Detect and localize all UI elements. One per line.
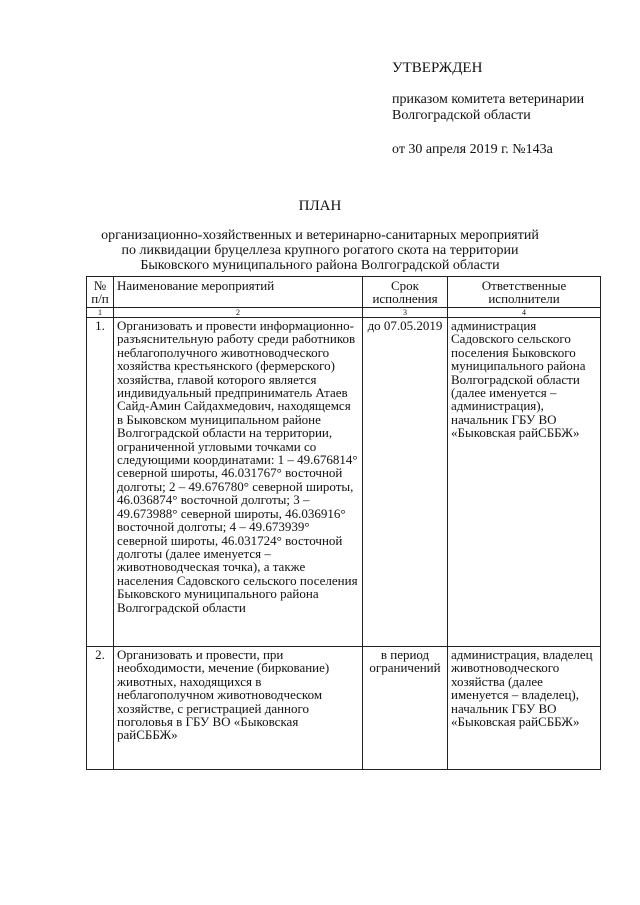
- subtitle-line: по ликвидации бруцеллеза крупного рогатого скота на территории: [121, 243, 519, 258]
- column-number: 1: [87, 308, 114, 318]
- row-num: 2.: [87, 647, 114, 770]
- plan-table: [86, 276, 601, 770]
- row-deadline: до 07.05.2019: [363, 318, 448, 647]
- table-row: [87, 647, 601, 770]
- column-number-row: [87, 308, 601, 318]
- column-number: 3: [363, 308, 448, 318]
- header-responsible: Ответственные исполнители: [448, 277, 601, 308]
- row-name: Организовать и провести информационно-разъяснительную работу среди работников неблагополучного животноводческого хозяйства крестьянского (фермерского) хозяйства, главой которого является индивидуальный предприниматель Атаев Сайд-Амин Сайдахмедович, находящемся в Быковском муниципальном районе Волгоградской области на территории, ограниченной угловыми точками со следующими координатами: 1 – 49.676814° северной широты, 46.031767° восточной долготы; 2 – 49.676780° северной широты, 46.036874° восточной долготы; 3 – 49.673988° северной широты, 46.036916° восточной долготы; 4 – 49.673939° северной широты, 46.031724° восточной долготы (далее именуется – животноводческая точка), а также населения Садовского сельского поселения Быковского муниципального района Волгоградской области: [114, 318, 363, 647]
- header-num: № п/п: [87, 277, 114, 308]
- row-num: 1.: [87, 318, 114, 647]
- approval-region-line: Волгоградской области: [392, 108, 531, 123]
- approval-order-line: приказом комитета ветеринарии: [392, 92, 585, 107]
- plan-title: ПЛАН: [298, 198, 342, 214]
- plan-subtitle: [80, 228, 560, 273]
- header-deadline: Срок исполнения: [363, 277, 448, 308]
- row-deadline: в период ограничений: [363, 647, 448, 770]
- approval-date: от 30 апреля 2019 г. №143а: [392, 142, 553, 157]
- row-name: Организовать и провести, при необходимости, мечение (биркование) животных, находящихся в неблагополучном животноводческом хозяйстве, с регистрацией данного поголовья в ГБУ ВО «Быковская райСББЖ»: [114, 647, 363, 770]
- row-responsible: администрация Садовского сельского поселения Быковского муниципального района Волгоградской области (далее именуется – администрация), начальник ГБУ ВО «Быковская райСББЖ»: [448, 318, 601, 647]
- header-name: Наименование мероприятий: [114, 277, 363, 308]
- table-row: [87, 318, 601, 647]
- column-number: 4: [448, 308, 601, 318]
- approval-heading: УТВЕРЖДЕН: [392, 60, 483, 76]
- column-number: 2: [114, 308, 363, 318]
- subtitle-line: Быковского муниципального района Волгоградской области: [140, 258, 500, 273]
- subtitle-line: организационно-хозяйственных и ветеринарно-санитарных мероприятий: [101, 228, 539, 243]
- table-header-row: [87, 277, 601, 308]
- approval-block: [392, 60, 632, 158]
- row-responsible: администрация, владелец животноводческого хозяйства (далее именуется – владелец), начальник ГБУ ВО «Быковская райСББЖ»: [448, 647, 601, 770]
